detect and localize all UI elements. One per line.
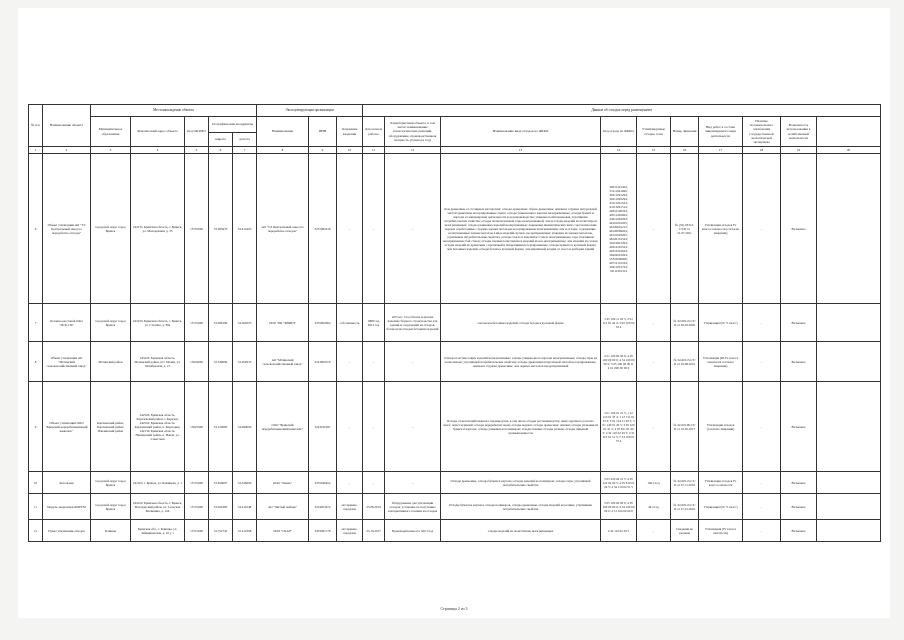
cell-capacity: - bbox=[637, 154, 671, 304]
cell-waste-name: Лом древесины от столярных мастерских; отходы древесины; обрезь древесины; опилки и стружка натуральной чистой древесины несортированные; щепа; отходы упаковочного картона незагрязненные; отходы бумаги и картона от канцелярской деятельности и делопроизводства; упаковка полиэтиленовая, утратившая потребительские свойства; отходы полиэтиленовой тары незагрязненной; лом и отходы изделий из полистирола незагрязненные; отходы резиновых изделий незагрязненные; покрышки пневматических шин с металлическим кордом отработанные; стружка черных металлов несортированная незагрязненная; лом и отходы, содержащие незагрязненные черные металлы в виде изделий, кусков, несортированные; упаковка из черных металлов, утратившая потребительские свойства; отходы стекла и изделий из стекла незагрязненные; тара стеклянная незагрязненная; бой стекла; отходы пленки полиэтилена и изделий из нее незагрязненные; лом изделий из стекла; отходы изделий из древесины с пропиткой и покрытиями несортированные; отходы цемента в кусковой форме; лом бетонных изделий, отходы бетона в кусковой форме; лом кирпичной кладки от сноса и разборки зданий bbox=[441, 154, 601, 304]
cell-doc: - bbox=[337, 154, 363, 304]
cell-oktmo: 15715000 bbox=[185, 520, 209, 542]
cell-object-name: Котельная bbox=[43, 472, 91, 494]
cell-activity: Утилизация (IV, V класс) bbox=[699, 304, 743, 342]
column-number: 18 bbox=[743, 147, 781, 154]
column-number: 5 bbox=[185, 147, 209, 154]
cell-lon: 34.360525 bbox=[233, 304, 257, 342]
cell-lat: 53.120000 bbox=[209, 382, 233, 472]
cell-characteristics: Производительность 500 т/год bbox=[385, 520, 441, 542]
column-number: 12 bbox=[385, 147, 441, 154]
cell-municipality: Мглинский район bbox=[91, 342, 131, 382]
cell-org-name: АО "Мглинский сельскохозяйственный завод" bbox=[257, 342, 309, 382]
cell-org-name: ООО "Брянский перерабатывающий комплекс" bbox=[257, 382, 309, 472]
cell-oktmo: 15701000 bbox=[185, 472, 209, 494]
col-inn: ИНН bbox=[309, 117, 337, 147]
group-operator: Эксплуатирующая организация bbox=[257, 105, 363, 117]
column-number: 13 bbox=[441, 147, 601, 154]
cell-org-name: ООО "Эмиль" bbox=[257, 472, 309, 494]
cell-neutralization: Возможно bbox=[781, 342, 817, 382]
cell-org-name: ООО "СКАР" bbox=[257, 520, 309, 542]
cell-lon: 34.411048 bbox=[233, 494, 257, 520]
cell-fkko: 30531101424; 33111641496; 36311001294; 36311002294; 43111001524; 43113001514; 40310100524; 40511202604; 43411002204; 46101001205; 46120001215; 46120099204; 46101003205; 48120101524; 39110001204; 40312201524; 40312201624; 30422001204; 55310000000; 40712101524; 30411001724; 33111001214 bbox=[601, 154, 637, 304]
cell-fkko: 4 51 100 00 00 0; 4 05 100 00 00 0; 4 34 100 00 00 0; 3 05 100 00 00 0; 4 61 000 00 00 0 bbox=[601, 342, 637, 382]
cell-num: 9 bbox=[29, 382, 43, 472]
column-number: 4 bbox=[131, 147, 185, 154]
cell-municipality: Карачевский район; Карачевский район; Навлинский район bbox=[91, 382, 131, 472]
column-number: 20 bbox=[817, 147, 881, 154]
group-coordinates: Географические координаты bbox=[209, 117, 257, 133]
cell-municipality: городской округ город Брянск bbox=[91, 154, 131, 304]
document-page bbox=[18, 8, 890, 618]
cell-municipality: городской округ город Брянск bbox=[91, 472, 131, 494]
cell-lon: 32.212308 bbox=[233, 520, 257, 542]
cell-org-name: ООО "ПК "БРЯНД" bbox=[257, 304, 309, 342]
col-start: Дата начала работы bbox=[363, 117, 385, 147]
cell-address: Брянская обл., г. Клинцы, ул. Займищенская, д. 22 у 1 bbox=[131, 520, 185, 542]
cell-state: - bbox=[743, 472, 781, 494]
cell-address: 241035, Брянская область, г. Брянск, ул. Сталина, д. 89а bbox=[131, 304, 185, 342]
cell-capacity: - bbox=[637, 342, 671, 382]
col-org-name: Наименование bbox=[257, 117, 309, 147]
cell-address: 243220, Брянская область, Мглинский район, пгт. Мглин, ул. Октябрьская, д. 15 bbox=[131, 342, 185, 382]
cell-license: № 32-00138-СТ/П от 16.02.2017 bbox=[671, 382, 699, 472]
cell-fkko: 3 45 100 11 20 5; 2 91 112 81 42 4; 3 92 100 02 52 4 bbox=[601, 304, 637, 342]
cell-neutralization: Возможно bbox=[781, 154, 817, 304]
col-state: Наличие положительного заключения государственной экологической экспертизы bbox=[743, 117, 781, 147]
cell-address: 241023, г. Брянск, ул. Бежицкая, д. 1 bbox=[131, 472, 185, 494]
page-number: Страница 2 из 3 bbox=[440, 606, 468, 611]
cell-extra bbox=[817, 472, 881, 494]
group-location: Местонахождение объекта bbox=[91, 105, 257, 117]
cell-license: № 32-00113-СТ/П от 07.11.2016 bbox=[671, 472, 699, 494]
cell-object-name: Пункт утилизации отходов bbox=[43, 520, 91, 542]
cell-extra bbox=[817, 520, 881, 542]
cell-inn: 3235046452 bbox=[309, 472, 337, 494]
col-license: Номер лицензии bbox=[671, 117, 699, 147]
col-characteristics: Характеристики объекта, в том числе: наименование технологических решений, оборудование, производственная мощность (тонн/ед в год) bbox=[385, 117, 441, 147]
column-number: 1 bbox=[29, 147, 43, 154]
cell-fkko: 3 05 100 00 00 0; 4 05 100 00 00 0; 4 34 100 00 00 0; 4 31 100 00 00 0 bbox=[601, 494, 637, 520]
cell-extra bbox=[817, 494, 881, 520]
cell-num: 7 bbox=[29, 304, 43, 342]
cell-lon: 33.262935 bbox=[233, 342, 257, 382]
cell-fkko: 3 05 220 04 21 5; 4 05 122 02 60 5; 4 05 810 01 24 5; 4 34 110 04 51 5 bbox=[601, 472, 637, 494]
table-row bbox=[29, 304, 881, 342]
cell-state: - bbox=[743, 382, 781, 472]
cell-object-name: Бетонно-мостовой ОАО "ДСК-136" bbox=[43, 304, 91, 342]
cell-inn: 3235002962 bbox=[309, 304, 337, 342]
table-row bbox=[29, 494, 881, 520]
cell-neutralization: Возможно bbox=[781, 382, 817, 472]
column-number: 8 bbox=[257, 147, 309, 154]
cell-state: - bbox=[743, 494, 781, 520]
cell-lon: 34.326000 bbox=[233, 472, 257, 494]
table-row bbox=[29, 472, 881, 494]
cell-extra bbox=[817, 154, 881, 304]
cell-fkko: 4 34 110 02 29 5 bbox=[601, 520, 637, 542]
cell-lat: 53.289199 bbox=[209, 304, 233, 342]
cell-doc: - bbox=[337, 342, 363, 382]
cell-license: Сведения не указаны bbox=[671, 520, 699, 542]
col-num: № п/п bbox=[29, 105, 43, 147]
cell-oktmo: 15701000 bbox=[185, 154, 209, 304]
cell-characteristics: - bbox=[385, 342, 441, 382]
cell-state: - bbox=[743, 342, 781, 382]
col-municipality: Муниципальное образование bbox=[91, 117, 131, 147]
col-extra bbox=[817, 117, 881, 147]
col-lat: широта bbox=[209, 133, 233, 147]
column-number: 15 bbox=[637, 147, 671, 154]
cell-oktmo: 15634000 bbox=[185, 342, 209, 382]
cell-neutralization: Возможно bbox=[781, 304, 817, 342]
cell-inn: 3203001178 bbox=[309, 520, 337, 542]
cell-start: - bbox=[363, 154, 385, 304]
cell-waste-name: Отходы древесины, отходы бумаги и картона; отходы изделий из полимеров; отходы тары, утратившей потребительские свойства bbox=[441, 472, 601, 494]
cell-capacity: - bbox=[637, 304, 671, 342]
cell-municipality: городской округ город Брянск bbox=[91, 494, 131, 520]
table-row bbox=[29, 342, 881, 382]
cell-fkko: 3 01 100 01 21 5; 1 12 110 01 33 4; 1 12 711 01 33 3; 3 01 124 11 29 5; 3 01 140 01 20 5; 3 05 220 01 21 5; 4 05 811 01 60 5; 4 34 110 02 29 5; 4 31 110 01 51 5; 7 33 100 01 72 4 bbox=[601, 382, 637, 472]
col-address: Фактический адрес объекта bbox=[131, 117, 185, 147]
cell-license: № 32-00113-СТ/П от 26.08.2016 bbox=[671, 342, 699, 382]
cell-waste-name: лом железобетонных изделий; отходы бетона в кусковой форме bbox=[441, 304, 601, 342]
cell-start: - bbox=[363, 472, 385, 494]
cell-lat: 52.549099 bbox=[209, 342, 233, 382]
column-number: 6 bbox=[209, 147, 233, 154]
column-number: 19 bbox=[781, 147, 817, 154]
column-number: 9 bbox=[309, 147, 337, 154]
col-doc: Основание владения bbox=[337, 117, 363, 147]
column-number: 11 bbox=[363, 147, 385, 154]
cell-activity: Утилизация (IV, V класс) bbox=[699, 494, 743, 520]
cell-oktmo: 15701000 bbox=[185, 304, 209, 342]
col-oktmo: Код ОКТМО bbox=[185, 117, 209, 147]
cell-extra bbox=[817, 342, 881, 382]
cell-lon: 34.990000 bbox=[233, 382, 257, 472]
cell-state: - bbox=[743, 304, 781, 342]
cell-characteristics: - bbox=[385, 382, 441, 472]
column-number: 17 bbox=[699, 147, 743, 154]
column-number-row bbox=[29, 147, 881, 154]
cell-waste-name: отходы изделий из полиэтилена незагрязненные bbox=[441, 520, 601, 542]
cell-waste-name: Отходы пластмассовых изделий незагрязненные; отходы упаковочного картона незагрязненные; отходы тары из полиэтилена, утратившей потребительские свойства; отходы древесины натуральной чистой несортированные; опилки и стружка древесины; лом черных металлов несортированный bbox=[441, 342, 601, 382]
table-row bbox=[29, 520, 881, 542]
cell-characteristics: - bbox=[385, 472, 441, 494]
cell-num: 11 bbox=[29, 494, 43, 520]
col-object-name: Наименование объекта bbox=[43, 105, 91, 147]
cell-doc: - bbox=[337, 382, 363, 472]
cell-extra bbox=[817, 304, 881, 342]
cell-oktmo: 15625000 bbox=[185, 382, 209, 472]
cell-characteristics: Оборудование для утилизации отходов; установка по получению альтернативного топлива из отходов bbox=[385, 494, 441, 520]
cell-doc: - bbox=[337, 472, 363, 494]
column-number: 10 bbox=[337, 147, 363, 154]
waste-facilities-table bbox=[28, 104, 881, 542]
table-body bbox=[29, 154, 881, 542]
cell-license: № (32)-00113-СТ/П от 21.07.2021 bbox=[671, 154, 699, 304]
cell-capacity: 49 т/год bbox=[637, 494, 671, 520]
cell-neutralization: Возможно bbox=[781, 472, 817, 494]
cell-characteristics: - bbox=[385, 154, 441, 304]
col-activity: Вид работ в составе лицензируемого вида деятельности bbox=[699, 117, 743, 147]
cell-license: № 32-00113-СТ/П от 27.01.2022 bbox=[671, 494, 699, 520]
cell-municipality: городской округ город Брянск bbox=[91, 304, 131, 342]
cell-waste-name: Отходы сельскохозяйственного производства, в том числе отходы растениеводства; навоз крупного рогатого скота; помет куриный; отходы переработки зерна; отходы кормов; отходы древесные; опилки; отходы упаковки из бумаги и картона; отходы упаковки из полимеров; отходы пленки; отходы резины; отходы пищевой промышленности bbox=[441, 382, 601, 472]
col-neutralization: Возможность использования в хозяйственной деятельности bbox=[781, 117, 817, 147]
col-waste-name: Наименование вида отходов по ФККО bbox=[441, 117, 601, 147]
cell-lat: 53.290007 bbox=[209, 472, 233, 494]
cell-org-name: АО "Чистый пейзаж" bbox=[257, 494, 309, 520]
column-number: 16 bbox=[671, 147, 699, 154]
cell-inn: 3257082418 bbox=[309, 154, 337, 304]
cell-capacity: - bbox=[637, 520, 671, 542]
cell-lat: 53.285970 bbox=[209, 154, 233, 304]
cell-object-name: Модуль энергетики ФОРУМ bbox=[43, 494, 91, 520]
cell-municipality: Клинцы bbox=[91, 520, 131, 542]
cell-waste-name: Отходы бумаги и картона, отходы полимеров, отходы древесины, отходы изделий из резины, утратившие потребительские свойства bbox=[441, 494, 601, 520]
cell-activity: Утилизация отходов (согласно лицензии) bbox=[699, 382, 743, 472]
cell-lat: 53.262260 bbox=[209, 494, 233, 520]
cell-start: 25.10.2017 bbox=[363, 520, 385, 542]
group-waste: Данные об отходах перед размещением bbox=[363, 105, 881, 117]
cell-lat: 52.752743 bbox=[209, 520, 233, 542]
column-number: 3 bbox=[91, 147, 131, 154]
col-capacity: Утилизируемые отходы, тонн bbox=[637, 117, 671, 147]
cell-activity: Утилизация (IV класса опасности) bbox=[699, 520, 743, 542]
cell-state: - bbox=[743, 520, 781, 542]
cell-doc: акт приема-передачи bbox=[337, 520, 363, 542]
cell-activity: Утилизация отходов IV класса опасности (согласно лицензии) bbox=[699, 154, 743, 304]
cell-capacity: - bbox=[637, 382, 671, 472]
cell-start: - bbox=[363, 382, 385, 472]
cell-num: 12 bbox=[29, 520, 43, 542]
column-number: 14 bbox=[601, 147, 637, 154]
cell-object-name: Объект утилизации ООО "Брянский перерабатывающий комплекс" bbox=[43, 382, 91, 472]
cell-activity: Утилизация отходов IV класса опасности bbox=[699, 472, 743, 494]
cell-license: № 32-00113-СТ/П от 26.03.2020 bbox=[671, 304, 699, 342]
cell-neutralization: Возможно bbox=[781, 520, 817, 542]
col-fkko: Код отхода по ФККО bbox=[601, 117, 637, 147]
cell-num: 10 bbox=[29, 472, 43, 494]
cell-start: 25.08.2019 bbox=[363, 494, 385, 520]
cell-num: 6 bbox=[29, 154, 43, 304]
cell-object-name: Объект утилизации АО "ТЭ Центральный завод по переработке отходов" bbox=[43, 154, 91, 304]
cell-object-name: Объект утилизации АО "Мглинский сельскохозяйственный завод" bbox=[43, 342, 91, 382]
cell-address: 242500, Брянская область, Карачевский район, г. Карачев; 242502, Брянская область, Карачевский район, п. Березовка; 242130, Брянская область, Навлинский район, п. Навля, ул. Советская bbox=[131, 382, 185, 472]
cell-doc: собственность bbox=[337, 304, 363, 342]
cell-address: 241035, Брянская область, г. Брянск, ул. Молодежная, д. 35 bbox=[131, 154, 185, 304]
cell-address: 241020, Брянская область, г. Брянск, Володарский район, ул. Сельская Малинина, д. 104 bbox=[131, 494, 185, 520]
table-row bbox=[29, 382, 881, 472]
cell-extra bbox=[817, 382, 881, 472]
cell-doc: акт приема-передачи bbox=[337, 494, 363, 520]
cell-state: - bbox=[743, 154, 781, 304]
table-row bbox=[29, 154, 881, 304]
cell-lon: 34.412403 bbox=[233, 154, 257, 304]
cell-capacity: 100 т/год bbox=[637, 472, 671, 494]
cell-oktmo: 15701000 bbox=[185, 494, 209, 520]
cell-neutralization: Возможно bbox=[781, 494, 817, 520]
cell-activity: Утилизация (III-IV класса опасности согласно лицензии) bbox=[699, 342, 743, 382]
cell-inn: 3234053474 bbox=[309, 494, 337, 520]
col-lon: долгота bbox=[233, 133, 257, 147]
column-number: 2 bbox=[43, 147, 91, 154]
cell-num: 8 bbox=[29, 342, 43, 382]
cell-inn: 3223000579 bbox=[309, 342, 337, 382]
cell-org-name: АО "ТЭ Центральный завод по переработке отходов" bbox=[257, 154, 309, 304]
cell-start: - bbox=[363, 342, 385, 382]
cell-inn: 3243011981 bbox=[309, 382, 337, 472]
cell-characteristics: 100 тыс. т/год бетона и прочих изделий сборного строительства для зданий и сооружений из отходов, бетона или отходов бетонных изделий bbox=[385, 304, 441, 342]
cell-start: 1998 год, 2012 год bbox=[363, 304, 385, 342]
column-number: 7 bbox=[233, 147, 257, 154]
